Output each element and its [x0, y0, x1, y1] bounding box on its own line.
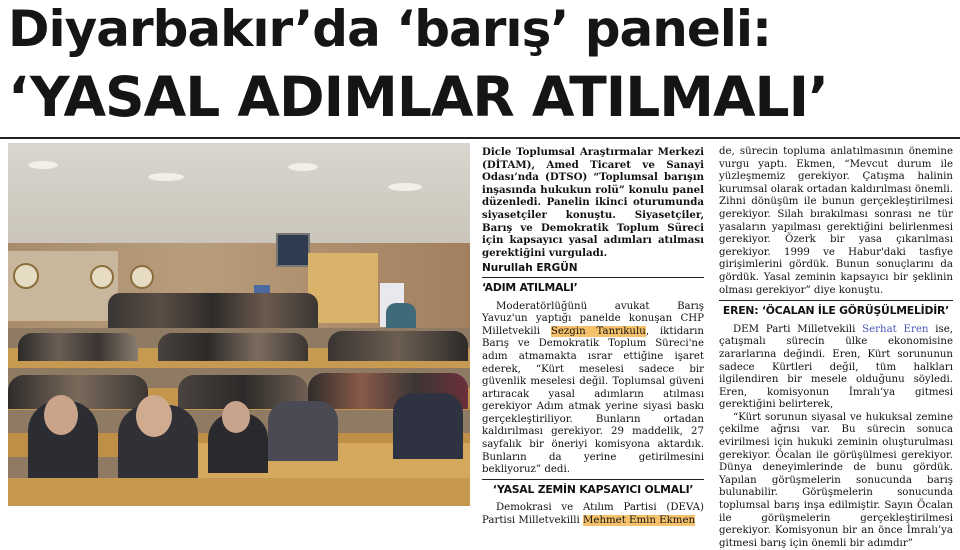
article-lead: Dicle Toplumsal Araştırmalar Merkezi (DİTAM), Amed Ticaret ve Sanayi Odası’nda (DTSO) “Toplumsal barışın inşasında hukukun rolü” konulu panel düzenledi. Panelin ikinci oturumunda siyasetçiler konuştu. Siyasetçiler, Barış ve Demokratik Toplum Süreci için kapsayıcı yasal adımları atılması gerektiğini vurguladı.: [482, 146, 704, 259]
paragraph-2-continued: de, sürecin topluma anlatılmasının önemine vurgu yaptı. Ekmen, “Mevcut durum ile yüzleşmemiz gerekiyor. Çatışma halinin kurumsal olarak ortadan kaldırılması önemli. Zihni dönüşüm ile bunun gerçekleştirilmesi gerekiyor. Silah bırakılması sonrası ne tür yasaların yapılması gerektiğini belirlenmesi gerekiyor. Özerk bir yasa çıkarılması gerekiyor. 1999 ve Habur'daki tasfiye girişimlerini gördük. Bunun sonuçlarını da gördük. Yasal zeminin kapsayıcı bir şeklinin olması gerekiyor” diye konuştu.: [719, 146, 953, 296]
article-column-1: [482, 146, 704, 528]
paragraph-3-text-b: ise, çatışmalı sürecin ülke ekonomisine zararlarına değindi. Eren, Kürt sorununun sadece Kürtleri değil, tüm halkları ilgilendiren bir mesele olduğunu söyledi. Eren, komisyonun İmralı’ya gitmesi gerektiğini belirterek,: [719, 323, 953, 411]
byline: Nurullah ERGÜN: [482, 262, 578, 275]
paragraph-2-start: [482, 502, 704, 527]
headline-divider: [0, 137, 960, 139]
subheading-eren: EREN: ‘ÖCALAN İLE GÖRÜŞÜLMELİDİR’: [719, 300, 953, 321]
highlighted-name-tanrikulu: Sezgin Tanrıkulu: [550, 325, 646, 337]
subheading-adim-atilmali: ‘ADIM ATILMALI’: [482, 277, 704, 298]
paragraph-2-text-a: Demokrasi ve Atılım Partisi (DEVA) Partisi Milletvekilli: [482, 502, 704, 527]
headline-line-1: Diyarbakır’da ‘barış’ paneli:: [8, 0, 772, 58]
paragraph-4: “Kürt sorunun siyasal ve hukuksal zemine çekilme ağrısı var. Bu sürecin sonuca evirilmesi için hukuki zeminin oluşturulması gerekiyor. Öcalan ile görüşülmesi gerekiyor. Dünya deneyimlerinde de bunu gördük. Yapılan görüşmelerin sonucunda barış bulunabilir. Görüşmelerin sonucunda toplumsal barış inşa edilmiştir. Sayın Öcalan ile görüşmelerin gerçekleştirilmesi gerekiyor. Komisyonun bir an önce İmralı’ya gitmesi barış için önemli bir adımdır”: [719, 411, 953, 549]
paragraph-1-text-b: , iktidarın Barış ve Demokratik Toplum Süreci'ne adım atmamakta ısrar ettiğine işaret ederek, “Kürt meselesi sadece bir güvenlik meselesi değil. Toplumsal güveni artıracak yasal adımların atılması gerekiyor Adım atmak yerine siyasi baskı gerçekleştiriliyor. Bunların ortadan kaldırılması gerekiyor. 29 maddelik, 27 sayfalık bir öneriyi komisyona aktardık. Bunların da yerine getirilmesini bekliyoruz” dedi.: [482, 325, 704, 476]
panel-meeting-photo: [8, 143, 470, 506]
subheading-yasal-zemin: ‘YASAL ZEMİN KAPSAYICI OLMALI’: [482, 479, 704, 500]
paragraph-3: [719, 324, 953, 412]
paragraph-3-text-a: DEM Parti Milletvekili: [733, 323, 863, 335]
highlighted-name-eren: Serhat Eren: [862, 323, 929, 335]
paragraph-1-text-a: Moderatörlüğünü avukat Barış Yavuz'un yaptığı panelde konuşan CHP Milletvekili: [482, 300, 704, 337]
highlighted-name-ekmen: Mehmet Emin Ekmen: [582, 515, 696, 527]
headline-line-2: ‘YASAL ADIMLAR ATILMALI’: [8, 65, 828, 129]
article-column-2: [719, 146, 953, 550]
paragraph-1: [482, 301, 704, 477]
